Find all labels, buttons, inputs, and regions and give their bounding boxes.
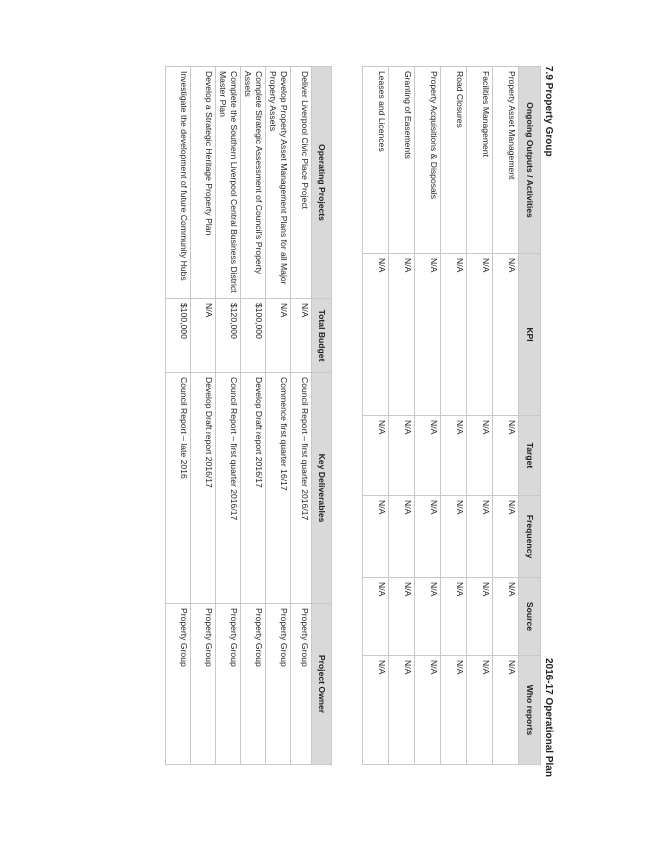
table-cell: N/A — [415, 578, 441, 656]
table-cell: N/A — [441, 578, 467, 656]
table-row — [467, 67, 493, 765]
table-cell: N/A — [493, 578, 519, 656]
table-cell: N/A — [441, 656, 467, 765]
table-cell: N/A — [363, 496, 389, 578]
table-cell: Property Group — [241, 604, 266, 765]
table-cell: Property Group — [191, 604, 216, 765]
table-cell: N/A — [493, 254, 519, 416]
table-cell: Deliver Liverpool Civic Place Project — [291, 67, 312, 299]
table-cell: N/A — [415, 416, 441, 496]
table-cell: N/A — [389, 416, 415, 496]
activities-table — [362, 66, 541, 765]
table-row — [415, 67, 441, 765]
table-cell: Investigate the development of future Community Hubs — [166, 67, 191, 299]
table-cell: N/A — [467, 578, 493, 656]
table-cell: N/A — [266, 299, 291, 373]
table-cell: Council Report – late 2016 — [166, 373, 191, 604]
table-cell: N/A — [467, 254, 493, 416]
table-cell: N/A — [493, 416, 519, 496]
table-cell: Complete Strategic Assessment of Council's Property Assets — [241, 67, 266, 299]
table-cell: Develop Property Asset Management Plans for all Major Property Assets — [266, 67, 291, 299]
table-cell: Leases and Licences — [363, 67, 389, 254]
table-cell: N/A — [467, 416, 493, 496]
table-cell: N/A — [363, 254, 389, 416]
projects-header-row — [312, 67, 332, 765]
column-header: Who reports — [519, 656, 541, 765]
table-row — [216, 67, 241, 765]
table-cell: N/A — [415, 656, 441, 765]
plan-title: 2016-17 Operational Plan — [543, 658, 554, 777]
column-header: Target — [519, 416, 541, 496]
table-cell: Property Group — [216, 604, 241, 765]
table-cell: Develop a Strategic Heritage Property Plan — [191, 67, 216, 299]
table-cell: N/A — [363, 656, 389, 765]
table-cell: N/A — [467, 496, 493, 578]
table-cell: Property Acquisitions & Disposals — [415, 67, 441, 254]
activities-header-row — [519, 67, 541, 765]
table-row — [363, 67, 389, 765]
table-cell: $100,000 — [166, 299, 191, 373]
column-header: Key Deliverables — [312, 373, 332, 604]
table-row — [241, 67, 266, 765]
table-row — [441, 67, 467, 765]
table-cell: $100,000 — [241, 299, 266, 373]
table-cell: N/A — [415, 254, 441, 416]
column-header: Operating Projects — [312, 67, 332, 299]
table-cell: Council Report – first quarter 2016/17 — [216, 373, 241, 604]
table-cell: Property Group — [166, 604, 191, 765]
table-cell: N/A — [467, 656, 493, 765]
table-cell: Road Closures — [441, 67, 467, 254]
table-cell: Commence first quarter 16/17 — [266, 373, 291, 604]
column-header: Project Owner — [312, 604, 332, 765]
column-header: Ongoing Outputs / Activities — [519, 67, 541, 254]
table-row — [291, 67, 312, 765]
table-cell: N/A — [493, 496, 519, 578]
table-cell: Property Asset Management — [493, 67, 519, 254]
section-title: 7.9 Property Group — [543, 66, 554, 157]
table-cell: Complete the Southern Liverpool Central Business District Master Plan — [216, 67, 241, 299]
table-cell: N/A — [389, 656, 415, 765]
table-cell: Facilities Management — [467, 67, 493, 254]
column-header: Source — [519, 578, 541, 656]
table-cell: N/A — [389, 254, 415, 416]
table-cell: Property Group — [266, 604, 291, 765]
column-header: Frequency — [519, 496, 541, 578]
table-cell: Property Group — [291, 604, 312, 765]
table-cell: Develop Draft report 2016/17 — [191, 373, 216, 604]
projects-table — [165, 66, 332, 765]
table-cell: Granting of Easements — [389, 67, 415, 254]
table-cell: $120,000 — [216, 299, 241, 373]
table-cell: N/A — [415, 496, 441, 578]
table-cell: N/A — [291, 299, 312, 373]
table-cell: N/A — [389, 578, 415, 656]
table-row — [266, 67, 291, 765]
table-row — [493, 67, 519, 765]
table-cell: N/A — [441, 254, 467, 416]
table-cell: N/A — [363, 578, 389, 656]
table-cell: N/A — [389, 496, 415, 578]
table-cell: N/A — [363, 416, 389, 496]
column-header: KPI — [519, 254, 541, 416]
table-cell: Develop Draft report 2016/17 — [241, 373, 266, 604]
table-cell: N/A — [493, 656, 519, 765]
table-cell: Council Report – first quarter 2016/17 — [291, 373, 312, 604]
table-row — [191, 67, 216, 765]
table-row — [166, 67, 191, 765]
column-header: Total Budget — [312, 299, 332, 373]
table-row — [389, 67, 415, 765]
table-cell: N/A — [441, 416, 467, 496]
table-cell: N/A — [441, 496, 467, 578]
table-cell: N/A — [191, 299, 216, 373]
